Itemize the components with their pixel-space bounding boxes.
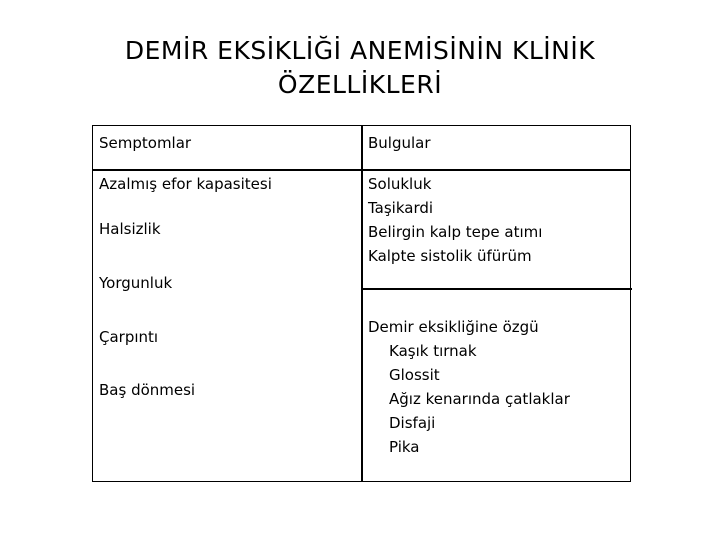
specific-finding-item: Kaşık tırnak (389, 342, 477, 360)
header-divider (93, 169, 630, 171)
header-findings: Bulgular (368, 134, 431, 152)
finding-item: Belirgin kalp tepe atımı (368, 223, 543, 241)
finding-item: Taşikardi (368, 199, 434, 217)
findings-section-divider (362, 288, 632, 290)
page-title (0, 34, 720, 102)
clinical-features-table (92, 125, 631, 482)
specific-finding-item: Ağız kenarında çatlaklar (389, 390, 570, 408)
specific-findings-heading: Demir eksikliğine özgü (368, 318, 539, 336)
column-divider (361, 126, 363, 481)
symptom-item: Baş dönmesi (99, 381, 196, 399)
finding-item: Solukluk (368, 175, 432, 193)
header-symptoms: Semptomlar (99, 134, 192, 152)
specific-finding-item: Pika (389, 438, 420, 456)
finding-item: Kalpte sistolik üfürüm (368, 247, 532, 265)
symptom-item: Azalmış efor kapasitesi (99, 175, 272, 193)
title-line-1: DEMİR EKSİKLİĞİ ANEMİSİNİN KLİNİK (124, 36, 596, 65)
symptom-item: Halsizlik (99, 220, 161, 238)
specific-finding-item: Disfaji (389, 414, 436, 432)
symptom-item: Yorgunluk (99, 274, 173, 292)
title-line-2: ÖZELLİKLERİ (277, 70, 443, 99)
specific-finding-item: Glossit (389, 366, 440, 384)
symptom-item: Çarpıntı (99, 328, 159, 346)
